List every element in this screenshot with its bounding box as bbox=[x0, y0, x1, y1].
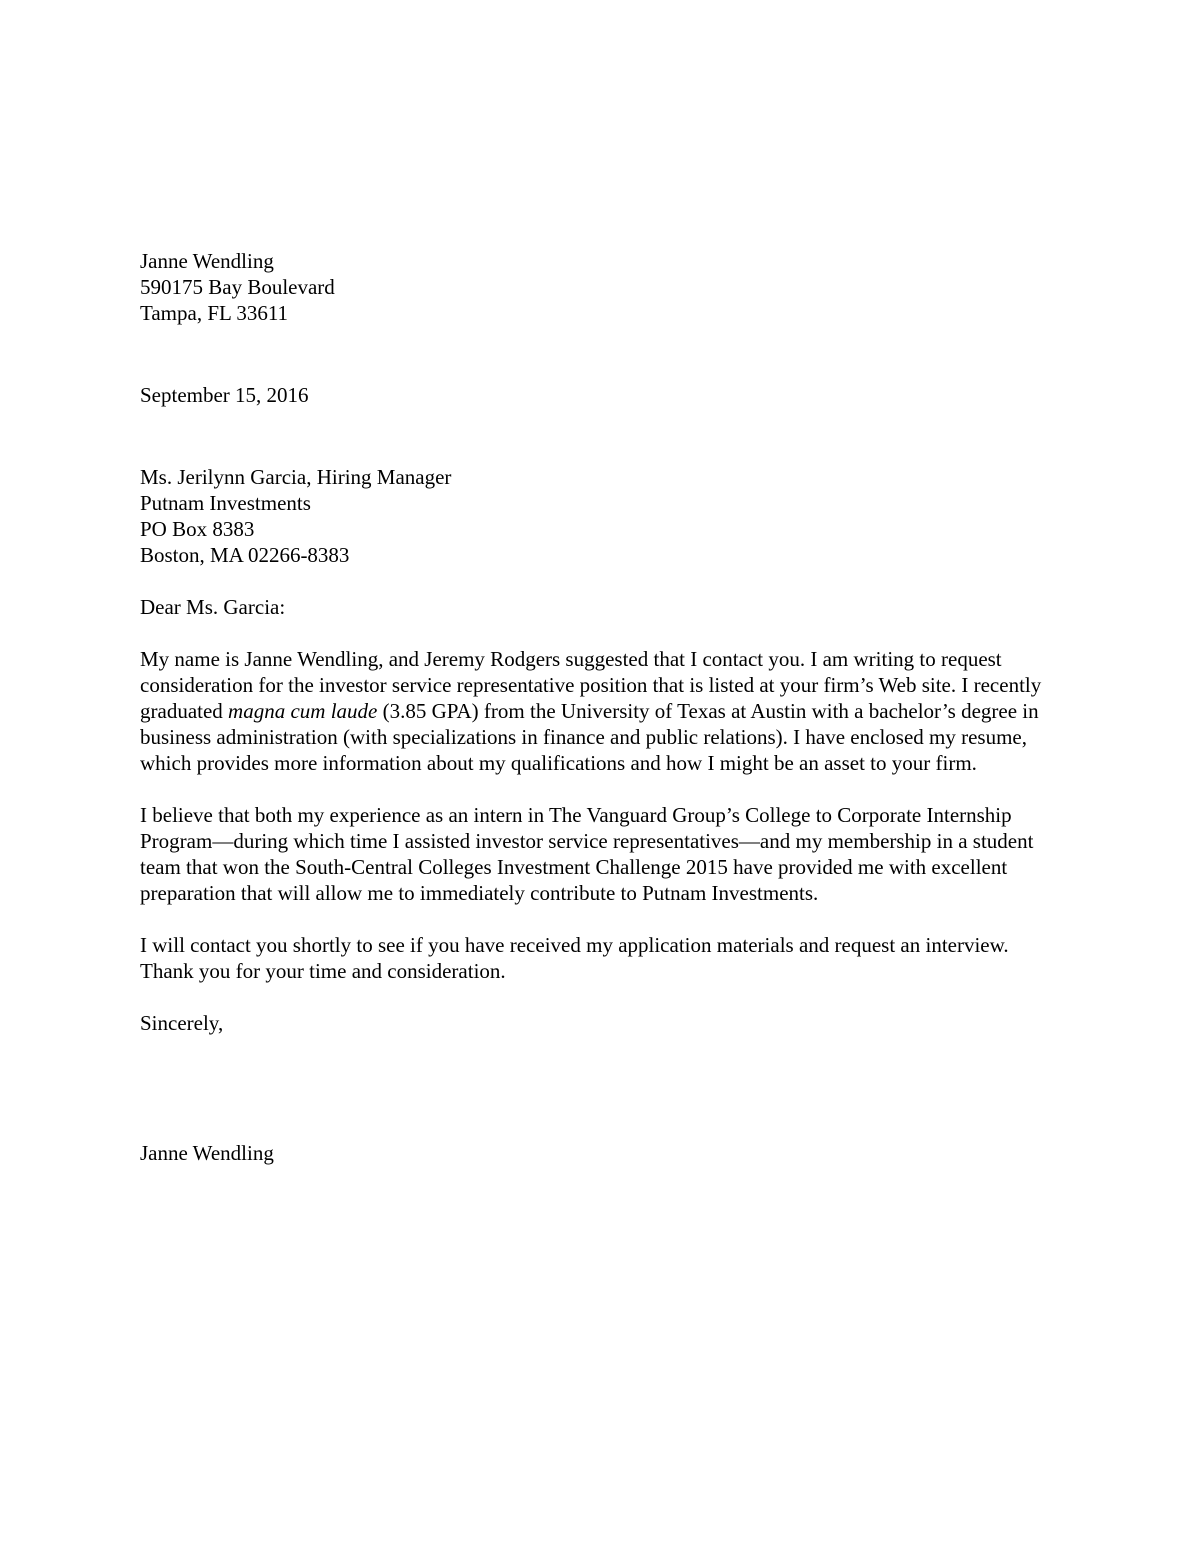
sender-address-block bbox=[140, 248, 1045, 326]
recipient-street: PO Box 8383 bbox=[140, 517, 255, 541]
sender-city-state-zip: Tampa, FL 33611 bbox=[140, 301, 289, 325]
spacer-after-paragraph-1 bbox=[140, 776, 1045, 802]
closing: Sincerely, bbox=[140, 1011, 224, 1035]
body-paragraph-2: I believe that both my experience as an intern in The Vanguard Group’s College to Corporate Internship Program—during which time I assisted investor service representatives—and my membership in a student team that won the South-Central Colleges Investment Challenge 2015 have provided me with excellent preparation that will allow me to immediately contribute to Putnam Investments. bbox=[140, 803, 1034, 905]
sender-street: 590175 Bay Boulevard bbox=[140, 275, 335, 299]
spacer-after-salutation bbox=[140, 620, 1045, 646]
spacer-after-recipient bbox=[140, 568, 1045, 594]
recipient-address-block bbox=[140, 464, 1045, 568]
date-block bbox=[140, 382, 1045, 408]
spacer-after-paragraph-2 bbox=[140, 906, 1045, 932]
spacer-after-date bbox=[140, 408, 1045, 464]
spacer-after-paragraph-3 bbox=[140, 984, 1045, 1010]
body-paragraph-3: I will contact you shortly to see if you have received my application materials and request an interview. Thank you for your time and consideration. bbox=[140, 933, 1009, 983]
recipient-name-title: Ms. Jerilynn Garcia, Hiring Manager bbox=[140, 465, 452, 489]
letter-body bbox=[140, 248, 1045, 1166]
recipient-city-state-zip: Boston, MA 02266-8383 bbox=[140, 543, 350, 567]
signature-space bbox=[140, 1036, 1045, 1140]
sender-name: Janne Wendling bbox=[140, 249, 274, 273]
paragraph-1-emphasis: magna cum laude bbox=[228, 699, 378, 723]
spacer-after-sender bbox=[140, 326, 1045, 382]
body-paragraph-1 bbox=[140, 646, 1045, 776]
paragraph-1-text-before-emphasis: My name is Janne Wendling, and Jeremy Rodgers suggested that I contact you. I am writing to request consideration for the investor service representative position that is listed at your firm’s Web site. I recently graduated bbox=[140, 647, 1042, 723]
signature-name: Janne Wendling bbox=[140, 1141, 274, 1165]
letter-date: September 15, 2016 bbox=[140, 383, 309, 407]
salutation: Dear Ms. Garcia: bbox=[140, 595, 286, 619]
recipient-company: Putnam Investments bbox=[140, 491, 311, 515]
paragraph-1-text-after-emphasis: (3.85 GPA) from the University of Texas at Austin with a bachelor’s degree in business administration (with specializations in finance and public relations). I have enclosed my resume, which provides more information about my qualifications and how I might be an asset to your firm. bbox=[140, 699, 1039, 775]
